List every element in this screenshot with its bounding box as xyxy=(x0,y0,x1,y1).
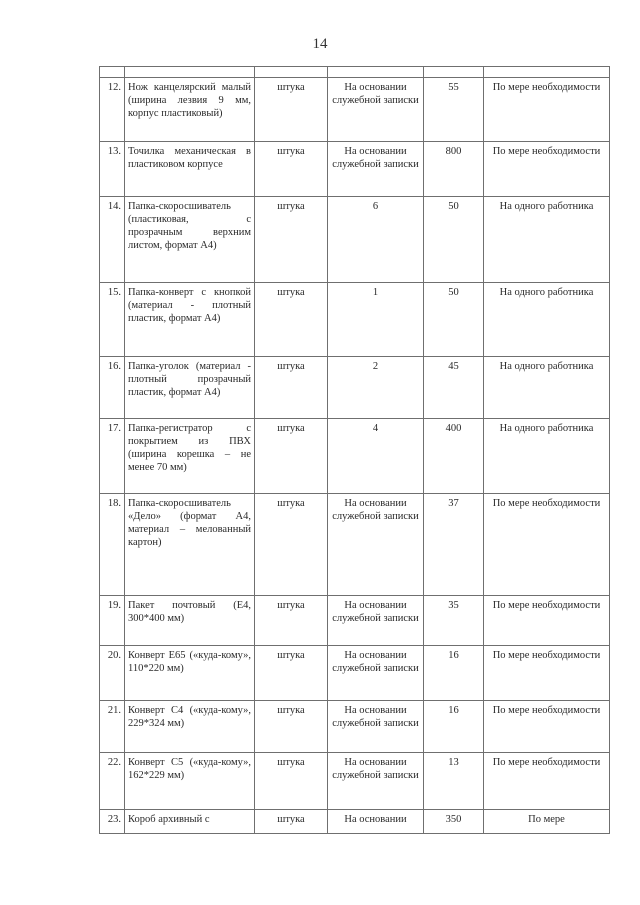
table-row xyxy=(100,701,610,753)
page-number: 14 xyxy=(312,36,328,52)
row-number-cell: 14. xyxy=(100,197,125,283)
table-row xyxy=(100,419,610,494)
item-name-cell: Папка-скоросшиватель «Дело» (формат А4, материал – мелованный картон) xyxy=(125,494,255,596)
quantity-basis-cell: 2 xyxy=(328,357,424,419)
row-number-cell: 15. xyxy=(100,283,125,357)
item-name-cell: Папка-уголок (материал - плотный прозрачный пластик, формат А4) xyxy=(125,357,255,419)
period-note-cell: По мере необходимости xyxy=(484,646,610,701)
table-row xyxy=(100,494,610,596)
period-note-cell: По мере необходимости xyxy=(484,753,610,810)
item-name-cell: Точилка механическая в пластиковом корпусе xyxy=(125,142,255,197)
max-price-cell: 400 xyxy=(424,419,484,494)
header-cell xyxy=(100,67,125,78)
unit-of-measure-cell: штука xyxy=(255,494,328,596)
unit-of-measure-cell: штука xyxy=(255,197,328,283)
table-row xyxy=(100,142,610,197)
max-price-cell: 16 xyxy=(424,646,484,701)
row-number-cell: 18. xyxy=(100,494,125,596)
row-number-cell: 17. xyxy=(100,419,125,494)
quantity-basis-cell: На основании xyxy=(328,810,424,834)
table-row xyxy=(100,810,610,834)
item-name-cell: Конверт С4 («куда-кому», 229*324 мм) xyxy=(125,701,255,753)
table-row xyxy=(100,197,610,283)
quantity-basis-cell: 1 xyxy=(328,283,424,357)
quantity-basis-cell: На основании служебной записки xyxy=(328,78,424,142)
quantity-basis-cell: На основании служебной записки xyxy=(328,494,424,596)
table-row xyxy=(100,78,610,142)
item-name-cell: Пакет почтовый (Е4, 300*400 мм) xyxy=(125,596,255,646)
max-price-cell: 13 xyxy=(424,753,484,810)
table-row xyxy=(100,283,610,357)
quantity-basis-cell: На основании служебной записки xyxy=(328,753,424,810)
max-price-cell: 35 xyxy=(424,596,484,646)
max-price-cell: 50 xyxy=(424,283,484,357)
period-note-cell: На одного работника xyxy=(484,357,610,419)
item-name-cell: Конверт С5 («куда-кому», 162*229 мм) xyxy=(125,753,255,810)
header-cell xyxy=(424,67,484,78)
row-number-cell: 16. xyxy=(100,357,125,419)
unit-of-measure-cell: штука xyxy=(255,142,328,197)
quantity-basis-cell: На основании служебной записки xyxy=(328,646,424,701)
table-header-row xyxy=(100,67,610,78)
table-row xyxy=(100,646,610,701)
period-note-cell: По мере xyxy=(484,810,610,834)
table-row xyxy=(100,753,610,810)
quantity-basis-cell: 6 xyxy=(328,197,424,283)
row-number-cell: 22. xyxy=(100,753,125,810)
supply-table xyxy=(99,66,610,834)
item-name-cell: Папка-конверт с кнопкой (материал - плотный пластик, формат А4) xyxy=(125,283,255,357)
max-price-cell: 45 xyxy=(424,357,484,419)
unit-of-measure-cell: штука xyxy=(255,753,328,810)
quantity-basis-cell: 4 xyxy=(328,419,424,494)
item-name-cell: Папка-регистратор с покрытием из ПВХ (ширина корешка – не менее 70 мм) xyxy=(125,419,255,494)
row-number-cell: 21. xyxy=(100,701,125,753)
quantity-basis-cell: На основании служебной записки xyxy=(328,142,424,197)
period-note-cell: По мере необходимости xyxy=(484,701,610,753)
quantity-basis-cell: На основании служебной записки xyxy=(328,701,424,753)
item-name-cell: Короб архивный с xyxy=(125,810,255,834)
row-number-cell: 13. xyxy=(100,142,125,197)
header-cell xyxy=(255,67,328,78)
header-cell xyxy=(484,67,610,78)
table-body xyxy=(100,67,610,834)
period-note-cell: По мере необходимости xyxy=(484,142,610,197)
row-number-cell: 12. xyxy=(100,78,125,142)
period-note-cell: По мере необходимости xyxy=(484,494,610,596)
max-price-cell: 37 xyxy=(424,494,484,596)
max-price-cell: 16 xyxy=(424,701,484,753)
max-price-cell: 800 xyxy=(424,142,484,197)
unit-of-measure-cell: штука xyxy=(255,810,328,834)
unit-of-measure-cell: штука xyxy=(255,283,328,357)
period-note-cell: На одного работника xyxy=(484,419,610,494)
header-cell xyxy=(328,67,424,78)
period-note-cell: По мере необходимости xyxy=(484,596,610,646)
period-note-cell: На одного работника xyxy=(484,283,610,357)
item-name-cell: Нож канцелярский малый (ширина лезвия 9 мм, корпус пластиковый) xyxy=(125,78,255,142)
period-note-cell: На одного работника xyxy=(484,197,610,283)
max-price-cell: 50 xyxy=(424,197,484,283)
unit-of-measure-cell: штука xyxy=(255,701,328,753)
unit-of-measure-cell: штука xyxy=(255,596,328,646)
unit-of-measure-cell: штука xyxy=(255,78,328,142)
unit-of-measure-cell: штука xyxy=(255,419,328,494)
table-row xyxy=(100,357,610,419)
header-cell xyxy=(125,67,255,78)
quantity-basis-cell: На основании служебной записки xyxy=(328,596,424,646)
max-price-cell: 55 xyxy=(424,78,484,142)
period-note-cell: По мере необходимости xyxy=(484,78,610,142)
item-name-cell: Папка-скоросшиватель (пластиковая, с прозрачным верхним листом, формат А4) xyxy=(125,197,255,283)
unit-of-measure-cell: штука xyxy=(255,357,328,419)
item-name-cell: Конверт Е65 («куда-кому», 110*220 мм) xyxy=(125,646,255,701)
unit-of-measure-cell: штука xyxy=(255,646,328,701)
table-row xyxy=(100,596,610,646)
max-price-cell: 350 xyxy=(424,810,484,834)
row-number-cell: 19. xyxy=(100,596,125,646)
row-number-cell: 23. xyxy=(100,810,125,834)
row-number-cell: 20. xyxy=(100,646,125,701)
